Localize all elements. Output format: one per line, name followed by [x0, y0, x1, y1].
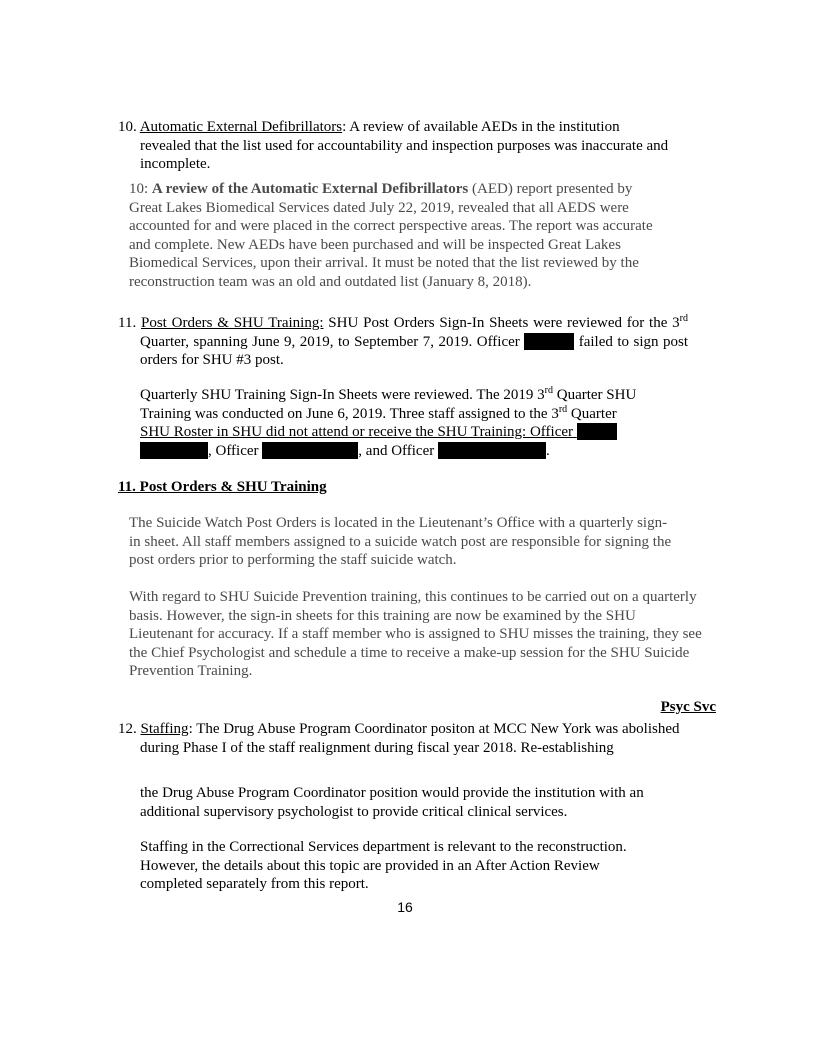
- redaction-box: [438, 442, 546, 459]
- item-12-paragraph-2: the Drug Abuse Program Coordinator position would provide the institution with an additional supervisory psychologist to provide critical clinical services.: [140, 785, 644, 820]
- item-10-number: 10.: [118, 119, 137, 135]
- item-10-response-text: (AED) report presented by Great Lakes Biomedical Services dated July 22, 2019, revealed that all AEDS were accounted for and were placed in the correct perspective areas. The report was accurate and complete. New AEDs have been purchased and will be inspected Great Lakes Biomedical Services, upon their arrival. It must be noted that the list reviewed by the reconstruction team was an old and outdated list (January 8, 2018).: [129, 181, 653, 290]
- item-11-response-paragraph-2: With regard to SHU Suicide Prevention training, this continues to be carried out on a quarterly basis. However, the sign-in sheets for this training are now be examined by the SHU Lieutenant for accuracy. If a staff member who is assigned to SHU misses the training, they see the Chief Psychologist and schedule a time to receive a make-up session for the SHU Suicide Prevention Training.: [129, 589, 702, 679]
- item-11-number: 11.: [118, 315, 137, 331]
- item-10-response: [129, 180, 659, 291]
- item-11-p1-c: failed to sign post orders for SHU #3 post.: [140, 333, 688, 368]
- page-number: 16: [397, 899, 413, 915]
- item-12-paragraph-3: Staffing in the Correctional Services department is relevant to the reconstruction. However, the details about this topic are provided in an After Action Review completed separately from this report.: [140, 839, 627, 892]
- item-11-p2-g: .: [545, 442, 550, 459]
- item-12-text: : The Drug Abuse Program Coordinator positon at MCC New York was abolished during Phase I of the staff realignment during fiscal year 2018. Re-establishing: [140, 721, 680, 756]
- item-11-response-heading-text: 11. Post Orders & SHU Training: [118, 479, 327, 495]
- redaction-box: [524, 333, 574, 350]
- item-12-number: 12.: [118, 721, 137, 737]
- item-11-p2-a: Quarterly SHU Training Sign-In Sheets were reviewed. The 2019 3: [140, 387, 545, 403]
- item-11-p2-d: SHU Roster in SHU did not attend or receive the SHU Training: Officer: [140, 424, 577, 440]
- item-11-p2-c: Quarter: [567, 405, 617, 422]
- item-11-p2-f: , and Officer: [358, 442, 438, 459]
- item-11-response-paragraph-1: The Suicide Watch Post Orders is located in the Lieutenant’s Office with a quarterly sign-in sheet. All staff members assigned to a suicide watch post are responsible for signing the post orders prior to performing the staff suicide watch.: [129, 515, 672, 568]
- item-12: [118, 720, 686, 757]
- item-10: [118, 118, 670, 174]
- redaction-box: [577, 423, 617, 440]
- redaction-box: [262, 442, 358, 459]
- item-12-heading: Staffing: [140, 721, 189, 737]
- item-11-p2-e: , Officer: [208, 442, 263, 459]
- item-10-text: : A review of available AEDs in the institution revealed that the list used for accountability and inspection purposes was inaccurate and incomplete.: [140, 119, 669, 172]
- item-11-p1-sup: rd: [679, 313, 689, 324]
- item-10-heading: Automatic External Defibrillators: [139, 119, 343, 135]
- redaction-box: [140, 442, 208, 459]
- item-11-paragraph-2: [140, 386, 660, 460]
- item-11-p2-sup2: rd: [558, 403, 568, 415]
- item-11-p2-b: Quarter SHU Training was conducted on June 6, 2019. Three staff assigned to the 3: [140, 387, 637, 422]
- item-10-response-bold: A review of the Automatic External Defibrillators: [151, 181, 469, 197]
- item-11-response-heading: [118, 478, 518, 497]
- item-11-heading: Post Orders & SHU Training:: [141, 315, 324, 331]
- department-label: [640, 698, 716, 717]
- item-11-p1-b: Quarter, spanning June 9, 2019, to September 7, 2019. Officer: [140, 333, 525, 350]
- item-11: [118, 314, 688, 370]
- item-10-response-prefix: 10:: [129, 181, 152, 197]
- item-11-p2-sup1: rd: [544, 385, 553, 396]
- department-label-text: Psyc Svc: [660, 699, 716, 715]
- item-11-p1-a: SHU Post Orders Sign-In Sheets were reviewed for the 3: [323, 315, 680, 331]
